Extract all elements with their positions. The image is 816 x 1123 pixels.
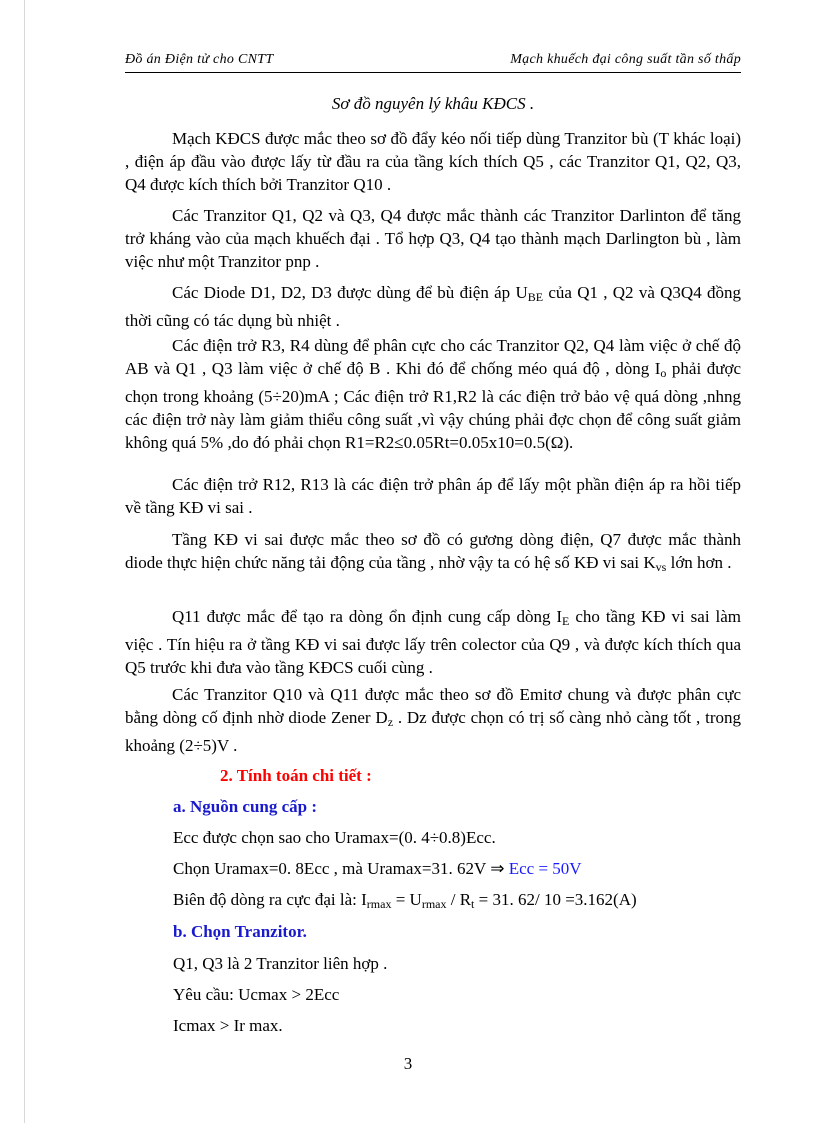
line-a1: Ecc được chọn sao cho Uramax=(0. 4÷0.8)Ecc.	[173, 828, 496, 847]
text: . Dz được chọn có trị số càng nhỏ càng tốt , trong khoảng (2÷5)V .	[125, 708, 741, 755]
line-b2: Yêu cầu: Ucmax > 2Ecc	[173, 985, 340, 1004]
line-b1: Q1, Q3 là 2 Tranzitor liên hợp .	[173, 954, 388, 973]
line-b3: Icmax > Ir max.	[173, 1016, 283, 1035]
subscript: o	[660, 366, 667, 380]
subscript: z	[387, 715, 394, 729]
subsection-a-heading: a. Nguồn cung cấp :	[173, 797, 318, 816]
paragraph-7	[125, 605, 741, 679]
subscript: rmax	[421, 897, 447, 911]
paragraph-2: Các Tranzitor Q1, Q2 và Q3, Q4 được mắc thành các Tranzitor Darlinton để tăng trở kháng vào của mạch khuếch đại . Tổ hợp Q3, Q4 tạo thành mạch Darlington bù , làm việc như một Tranzitor pnp .	[125, 206, 741, 271]
subscript: BE	[527, 290, 544, 304]
subscript: rmax	[366, 897, 392, 911]
text: cho tầng KĐ vi sai làm việc . Tín hiệu ra ở tầng KĐ vi sai được lấy trên colector của Q9 , và được kích thích qua Q5 trước khi đưa vào tầng KĐCS cuối cùng .	[125, 607, 742, 677]
figure-caption: Sơ đồ nguyên lý khâu KĐCS .	[331, 94, 535, 113]
text: = 31. 62/ 10 =3.162(A)	[474, 890, 637, 909]
text: Các điện trở R3, R4 dùng để phân cực cho các Tranzitor Q2, Q4 làm việc ở chế độ AB và Q1 , Q3 làm việc ở chế độ B . Khi đó để chống méo quá độ , dòng I	[125, 336, 741, 378]
text: = U	[391, 890, 422, 909]
header-right: Mạch khuếch đại công suất tần số thấp	[510, 52, 741, 67]
page-number: 3	[403, 1054, 413, 1073]
paragraph-4	[125, 334, 741, 454]
text: / R	[446, 890, 472, 909]
text: Các Diode D1, D2, D3 được dùng để bù điện áp U	[172, 283, 528, 302]
paragraph-5: Các điện trở R12, R13 là các điện trở phân áp để lấy một phần điện áp ra hồi tiếp về tầng KĐ vi sai .	[125, 475, 741, 517]
line-a2	[173, 857, 733, 880]
section-heading: 2. Tính toán chi tiết :	[220, 766, 372, 785]
text: Chọn Uramax=0. 8Ecc , mà Uramax=31. 62V ⇒	[173, 859, 509, 878]
paragraph-3	[125, 281, 741, 332]
paragraph-1: Mạch KĐCS được mắc theo sơ đồ đẩy kéo nối tiếp dùng Tranzitor bù (T khác loại) , điện áp đầu vào được lấy từ đầu ra của tầng kích thích Q5 , các Tranzitor Q1, Q2, Q3, Q4 được kích thích bởi Tranzitor Q10 .	[125, 129, 741, 194]
ecc-value: Ecc = 50V	[508, 859, 582, 878]
paragraph-6	[125, 528, 741, 579]
text: của Q1 , Q2 và Q3Q4 đồng thời cũng có tác dụng bù nhiệt .	[125, 283, 741, 330]
text: Các Tranzitor Q10 và Q11 được mắc theo sơ đồ Emitơ chung và được phân cực bằng dòng cố định nhờ diode Zener D	[125, 685, 741, 727]
subscript: E	[562, 614, 570, 628]
line-a3	[173, 888, 733, 916]
paragraph-8	[125, 683, 741, 757]
subscript: vs	[655, 560, 667, 574]
text: phải được chọn trong khoảng (5÷20)mA ; Các điện trở R1,R2 là các điện trở bảo vệ quá dòng ,nhng các điện trở này làm giảm thiểu công suất ,vì vậy chúng phải đợc chọn để công suất giảm không quá 5% ,do đó phải chọn R1=R2≤0.05Rt=0.05x10=0.5(Ω).	[125, 359, 741, 452]
text: lớn hơn .	[666, 553, 732, 572]
text: Q11 được mắc để tạo ra dòng ổn định cung cấp dòng I	[172, 607, 563, 626]
subscript: t	[471, 897, 475, 911]
page-header	[125, 50, 741, 73]
subsection-b-heading: b. Chọn Tranzitor.	[173, 922, 307, 941]
text: Tầng KĐ vi sai được mắc theo sơ đồ có gương dòng điện, Q7 được mắc thành diode thực hiện chức năng tải động của tầng , nhờ vậy ta có hệ số KĐ vi sai K	[125, 530, 741, 572]
header-left: Đồ án Điện tử cho CNTT	[125, 52, 274, 67]
text: Biên độ dòng ra cực đại là: I	[173, 890, 367, 909]
